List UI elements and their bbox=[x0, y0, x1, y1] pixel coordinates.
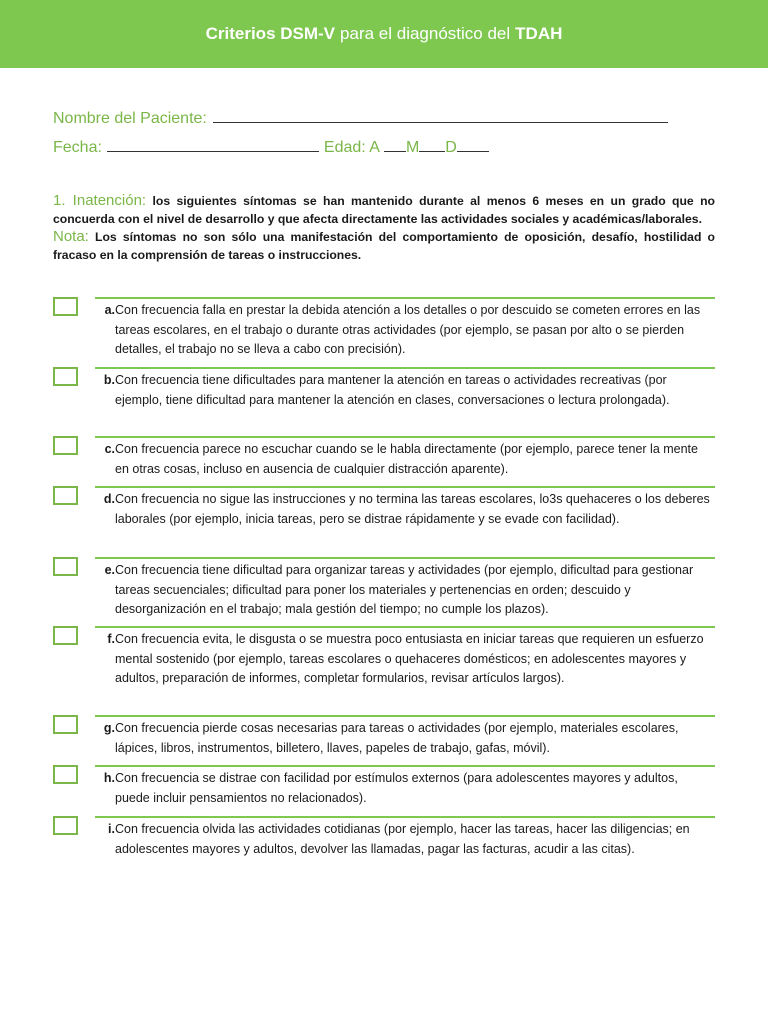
month-label: M bbox=[405, 139, 420, 156]
date-field[interactable] bbox=[107, 137, 319, 152]
divider-line bbox=[95, 816, 715, 818]
checkbox[interactable] bbox=[53, 557, 78, 576]
criterion-letter: b. bbox=[103, 373, 115, 387]
criterion-letter: h. bbox=[103, 771, 115, 785]
note-label: Nota: bbox=[53, 228, 89, 245]
checkbox[interactable] bbox=[53, 486, 78, 505]
section-number-label: 1. Inatención: bbox=[53, 192, 147, 209]
criterion-text: Con frecuencia tiene dificultad para organizar tareas y actividades (por ejemplo, dificultad para gestionar tareas secuenciales; dificultad para poner los materiales y pertenencias en orden; descuido y desorganización en el trabajo; mala gestión del tiempo; no cumple los plazos). bbox=[115, 563, 694, 616]
criterion-text: Con frecuencia parece no escuchar cuando se le habla directamente (por ejemplo, parece tener la mente en otras cosas, incluso en ausencia de cualquier distracción aparente). bbox=[115, 442, 698, 476]
criterion-text: Con frecuencia pierde cosas necesarias para tareas o actividades (por ejemplo, materiales escolares, lápices, libros, instrumentos, billetero, llaves, papeles de trabajo, gafas, móvil). bbox=[115, 721, 679, 755]
age-years-field[interactable] bbox=[384, 137, 406, 152]
checkbox[interactable] bbox=[53, 765, 78, 784]
patient-name-field[interactable] bbox=[213, 108, 668, 123]
date-label: Fecha: bbox=[53, 139, 102, 156]
age-label: Edad: A bbox=[323, 139, 380, 156]
divider-line bbox=[95, 486, 715, 488]
checkbox[interactable] bbox=[53, 626, 78, 645]
age-months-field[interactable] bbox=[419, 137, 445, 152]
divider-line bbox=[95, 297, 715, 299]
criterion-text: Con frecuencia no sigue las instrucciones y no termina las tareas escolares, lo3s quehaceres o los deberes laborales (por ejemplo, inicia tareas, pero se distrae rápidamente y se evade con facilidad). bbox=[115, 492, 710, 526]
criterion-text: Con frecuencia falla en prestar la debida atención a los detalles o por descuido se cometen errores en las tareas escolares, en el trabajo o durante otras actividades (por ejemplo, se pasan por alto o se pierden detalles, el trabajo no se lleva a cabo con precisión). bbox=[115, 303, 701, 356]
checkbox[interactable] bbox=[53, 367, 78, 386]
criterion-letter: d. bbox=[103, 492, 115, 506]
section-intro-text: los siguientes síntomas se han mantenido durante al menos 6 meses en un grado que no concuerda con el nivel de desarrollo y que afecta directamente las actividades sociales y académicas/laborales. bbox=[53, 194, 715, 226]
criterion-letter: i. bbox=[108, 822, 115, 836]
section-intro bbox=[53, 192, 715, 264]
header-title-part-3: TDAH bbox=[515, 24, 563, 43]
divider-line bbox=[95, 626, 715, 628]
criterion-text: Con frecuencia se distrae con facilidad por estímulos externos (para adolescentes mayores y adultos, puede incluir pensamientos no relacionados). bbox=[115, 771, 678, 805]
day-label: D bbox=[445, 139, 457, 156]
checkbox[interactable] bbox=[53, 436, 78, 455]
header-title-part-2: para el diagnóstico del bbox=[340, 24, 511, 43]
criterion-letter: a. bbox=[104, 303, 115, 317]
criterion-letter: g. bbox=[103, 721, 115, 735]
criterion-letter: f. bbox=[107, 632, 115, 646]
criterion-letter: e. bbox=[104, 563, 115, 577]
checkbox[interactable] bbox=[53, 297, 78, 316]
header-title-part-1: Criterios DSM-V bbox=[205, 24, 336, 43]
criterion-text: Con frecuencia olvida las actividades cotidianas (por ejemplo, hacer las tareas, hacer las diligencias; en adolescentes mayores y adultos, devolver las llamadas, pagar las facturas, acudir a las citas). bbox=[115, 822, 690, 856]
date-age-row bbox=[53, 137, 693, 157]
page-header bbox=[0, 0, 768, 68]
age-days-field[interactable] bbox=[457, 137, 489, 152]
patient-name-row bbox=[53, 108, 693, 128]
checkbox[interactable] bbox=[53, 816, 78, 835]
patient-name-label: Nombre del Paciente: bbox=[53, 110, 207, 127]
divider-line bbox=[95, 765, 715, 767]
divider-line bbox=[95, 436, 715, 438]
divider-line bbox=[95, 557, 715, 559]
divider-line bbox=[95, 715, 715, 717]
checkbox[interactable] bbox=[53, 715, 78, 734]
criterion-text: Con frecuencia tiene dificultades para mantener la atención en tareas o actividades recreativas (por ejemplo, tiene dificultad para mantener la atención en clases, conversaciones o lectura prolongada). bbox=[115, 373, 670, 407]
divider-line bbox=[95, 367, 715, 369]
criterion-text: Con frecuencia evita, le disgusta o se muestra poco entusiasta en iniciar tareas que requieren un esfuerzo mental sostenido (por ejemplo, tareas escolares o quehaceres domésticos; en adolescentes mayores y adultos, preparación de informes, completar formularios, revisar artículos largos). bbox=[115, 632, 704, 685]
note-text: Los síntomas no son sólo una manifestación del comportamiento de oposición, desafío, hostilidad o fracaso en la comprensión de tareas o instrucciones. bbox=[53, 230, 716, 262]
criterion-letter: c. bbox=[104, 442, 115, 456]
